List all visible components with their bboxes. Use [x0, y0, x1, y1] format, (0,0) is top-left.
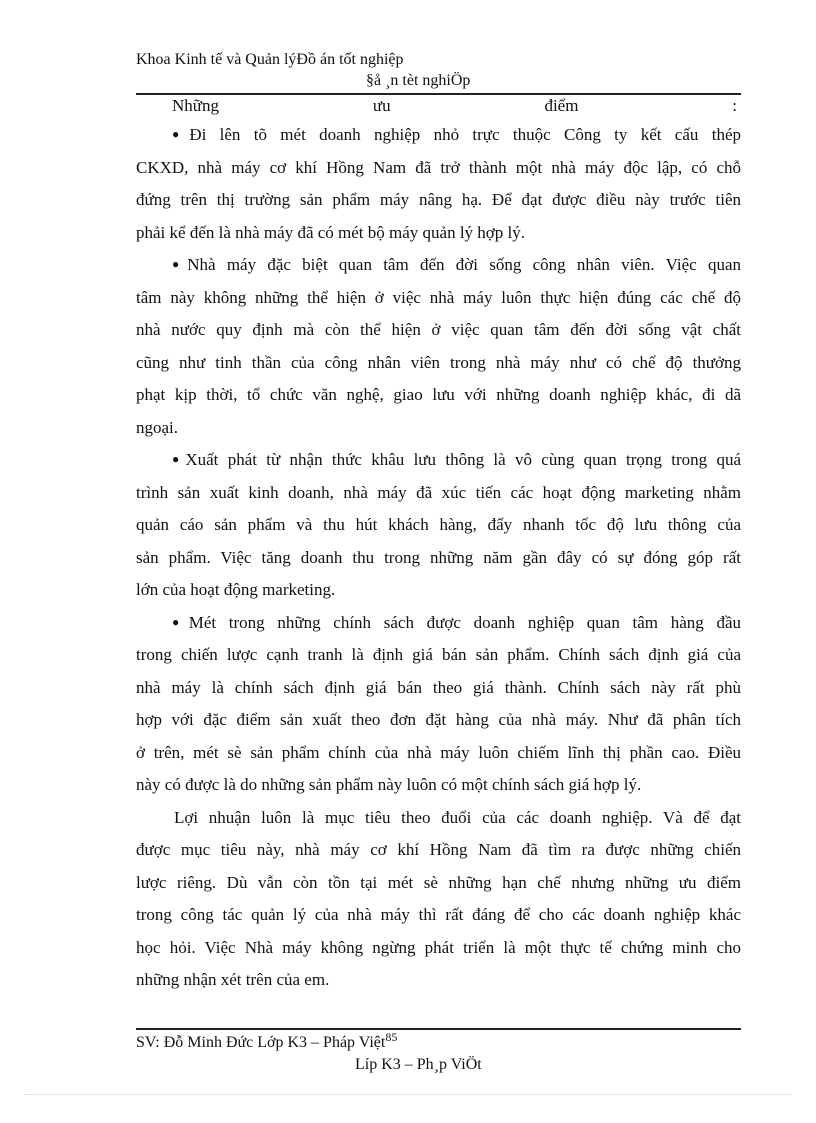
- footer-author-text: SV: Đỗ Minh Đức Lớp K3 – Pháp Việt: [136, 1034, 386, 1051]
- heading-word: :: [732, 96, 738, 115]
- line-text: phạt kịp thời, tổ chức văn nghệ, giao lưu với những doanh nghiệp khác, đi dã: [136, 385, 741, 404]
- text-line: [136, 867, 741, 900]
- text-line: [136, 444, 741, 477]
- paragraph: [136, 444, 741, 607]
- paragraph: [136, 119, 741, 249]
- text-line: [136, 217, 741, 250]
- text-line: [136, 509, 741, 542]
- line-text: lớn của hoạt động marketing.: [136, 580, 336, 599]
- line-text: được mục tiêu này, nhà máy cơ khí Hồng Nam đã tìm ra được những chiến: [136, 840, 741, 859]
- line-text: hợp với đặc điểm sản xuất theo đơn đặt hàng của nhà máy. Như đã phân tích: [136, 710, 741, 729]
- footer-rule: [136, 1028, 741, 1030]
- text-line: [136, 607, 741, 640]
- line-text: trình sản xuất kinh doanh, nhà máy đã xúc tiến các hoạt động marketing nhằm: [136, 482, 741, 502]
- line-text: nhà máy là chính sách định giá bán theo giá thành. Chính sách này rất phù: [136, 677, 741, 697]
- line-text: phải kể đến là nhà máy đã có mét bộ máy quản lý hợp lý.: [136, 222, 526, 242]
- text-line: [136, 672, 741, 705]
- text-line: [136, 152, 741, 185]
- line-text: tâm này không những thể hiện ở việc nhà máy luôn thực hiện đúng các chế độ: [136, 287, 741, 307]
- text-line: [136, 184, 741, 217]
- text-line: [136, 802, 741, 835]
- text-line: [136, 379, 741, 412]
- line-text: ngoại.: [136, 417, 179, 437]
- line-text: lược riêng. Dù vẫn còn tồn tại mét sè những hạn chế nhưng những ưu điểm: [136, 872, 741, 892]
- text-line: [136, 834, 741, 867]
- text-line: [136, 477, 741, 510]
- footer-class: Líp K3 – Ph¸p ViÖt: [355, 1056, 482, 1073]
- text-line: [136, 932, 741, 965]
- line-text: sản phẩm. Việc tăng doanh thu trong những năm gần đây có sự đóng góp rất: [136, 547, 741, 567]
- text-line: [136, 412, 741, 445]
- text-line: [136, 282, 741, 315]
- line-text: những nhận xét trên của em.: [136, 970, 330, 989]
- bullet-icon: ●: [172, 614, 188, 629]
- header-subtitle: §å ¸n tèt nghiÖp: [366, 72, 471, 89]
- bullet-icon: ●: [172, 452, 185, 466]
- heading-word: ưu: [372, 96, 391, 115]
- line-text: cũng như tinh thần của công nhân viên trong nhà máy như có chế độ thưởng: [136, 352, 741, 372]
- line-text: trong chiến lược cạnh tranh là định giá bán sản phẩm. Chính sách định giá của: [136, 645, 741, 664]
- text-line: [136, 769, 741, 802]
- text-line: [136, 542, 741, 575]
- line-text: đứng trên thị trường sản phẩm máy nâng hạ. Để đạt được điều này trước tiên: [136, 190, 741, 209]
- line-text: CKXD, nhà máy cơ khí Hồng Nam đã trở thành một nhà máy độc lập, có chỗ: [136, 157, 741, 177]
- line-text: Nhà máy đặc biệt quan tâm đến đời sống công nhân viên. Việc quan: [187, 255, 741, 274]
- heading-word: Những: [172, 96, 219, 115]
- line-text: quản cáo sản phẩm và thu hút khách hàng, đẩy nhanh tốc độ lưu thông của: [136, 515, 741, 534]
- line-text: học hỏi. Việc Nhà máy không ngừng phát triển là một thực tế chứng minh cho: [136, 937, 741, 957]
- paragraph: [136, 249, 741, 444]
- document-body: [136, 93, 741, 997]
- page-number: 85: [385, 1030, 398, 1044]
- text-line: [136, 704, 741, 737]
- text-line: [136, 119, 741, 152]
- paragraphs: [136, 119, 741, 997]
- paragraph: [136, 802, 741, 997]
- line-text: Mét trong những chính sách được doanh nghiệp quan tâm hàng đầu: [188, 612, 741, 632]
- page-edge-dots: [24, 1094, 792, 1095]
- line-text: này có được là do những sản phẩm này luôn có một chính sách giá hợp lý.: [136, 775, 642, 794]
- line-text: Xuất phát từ nhận thức khâu lưu thông là vô cùng quan trọng trong quá: [185, 450, 741, 469]
- text-line: [136, 899, 741, 932]
- text-line: [136, 574, 741, 607]
- bullet-icon: ●: [172, 257, 187, 271]
- text-line: [136, 737, 741, 770]
- text-line: [136, 347, 741, 380]
- header-title: Khoa Kinh tế và Quản lýĐồ án tốt nghiệp: [136, 51, 404, 68]
- text-line: [136, 964, 741, 997]
- line-text: Lợi nhuận luôn là mục tiêu theo đuổi của các doanh nghiệp. Và để đạt: [174, 807, 741, 827]
- line-text: nhà nước quy định mà còn thể hiện ở việc quan tâm đến đời sống vật chất: [136, 320, 741, 339]
- bullet-icon: ●: [172, 127, 189, 141]
- line-text: ở trên, mét sè sản phẩm chính của nhà máy luôn chiếm lĩnh thị phần cao. Điều: [136, 742, 741, 762]
- paragraph: [136, 607, 741, 802]
- line-text: trong công tác quản lý của nhà máy thì rất đáng để cho các doanh nghiệp khác: [136, 905, 741, 924]
- section-heading: [136, 93, 741, 119]
- text-line: [136, 639, 741, 672]
- text-line: [136, 249, 741, 282]
- text-line: [136, 314, 741, 347]
- line-text: Đi lên tõ mét doanh nghiệp nhỏ trực thuộc Công ty kết cấu thép: [189, 125, 741, 144]
- footer-author: [136, 1030, 398, 1052]
- heading-word: điểm: [544, 96, 579, 115]
